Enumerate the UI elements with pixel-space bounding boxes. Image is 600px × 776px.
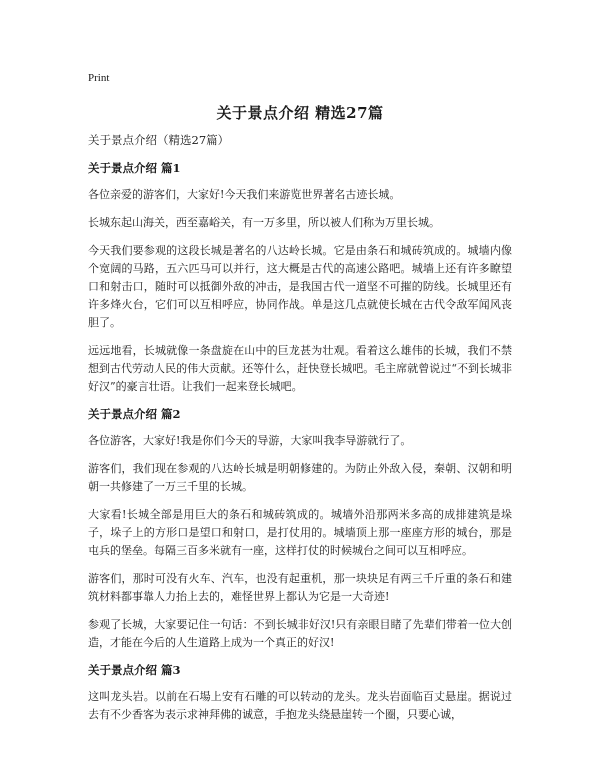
document-body <box>88 132 512 734</box>
paragraph: 游客们，我们现在参观的八达岭长城是明朝修建的。为防止外敌入侵，秦朝、汉朝和明朝一共修建了一万三千里的长城。 <box>88 462 512 493</box>
section-heading-3: 关于景点介绍 篇3 <box>88 663 181 677</box>
paragraph: 大家看!长城全部是用巨大的条石和城砖筑成的。城墙外沿那两米多高的成排建筑是垛子，垛子上的方形口是望口和射口，是打仗用的。城墙顶上那一座座方形的城台，那是屯兵的堡垒。每隔三百多米就有一座，这样打仗的时候城台之间可以互相呼应。 <box>88 508 512 557</box>
paragraph: 今天我们要参观的这段长城是著名的八达岭长城。它是由条石和城砖筑成的。城墙内像个宽阔的马路，五六匹马可以并行，这大概是古代的高速公路吧。城墙上还有许多瞭望口和射击口，随时可以抵御外敌的冲击，是我国古代一道坚不可摧的防线。长城里还有许多烽火台，它们可以互相呼应，协同作战。单是这几点就使长城在古代令敌军闻风丧胆了。 <box>88 244 512 329</box>
print-label[interactable]: Print <box>88 72 110 84</box>
paragraph: 参观了长城，大家要记住一句话：不到长城非好汉!只有亲眼目睹了先辈们带着一位大创造，才能在今后的人生道路上成为一个真正的好汉! <box>88 618 512 649</box>
document-subtitle: 关于景点介绍（精选27篇） <box>88 133 230 147</box>
paragraph: 各位游客，大家好!我是你们今天的导游，大家叫我李导游就行了。 <box>88 434 412 447</box>
page-title: 关于景点介绍 精选27篇 <box>216 104 384 122</box>
paragraph: 各位亲爱的游客们，大家好!今天我们来游览世界著名古迹长城。 <box>88 188 401 201</box>
paragraph: 这叫龙头岩。以前在石場上安有石雕的可以转动的龙头。龙头岩面临百丈悬崖。据说过去有不少香客为表示求神拜佛的诚意，手抱龙头绕悬崖转一个圈，只要心诚， <box>88 690 512 721</box>
paragraph: 游客们，那时可没有火车、汽车，也没有起重机，那一块块足有两三千斤重的条石和建筑材料都事靠人力抬上去的，难怪世界上都认为它是一大奇迹! <box>88 572 512 603</box>
paragraph: 长城东起山海关，西至嘉峪关，有一万多里，所以被人们称为万里长城。 <box>88 216 440 229</box>
paragraph: 远远地看，长城就像一条盘旋在山中的巨龙甚为壮观。看着这么雄伟的长城，我们不禁想到古代劳动人民的伟大贡献。还等什么，赶快登长城吧。毛主席就曾说过“不到长城非好汉”的豪言壮语。让我们一起来登长城吧。 <box>88 344 512 393</box>
section-heading-2: 关于景点介绍 篇2 <box>88 407 181 421</box>
section-heading-1: 关于景点介绍 篇1 <box>88 161 181 175</box>
